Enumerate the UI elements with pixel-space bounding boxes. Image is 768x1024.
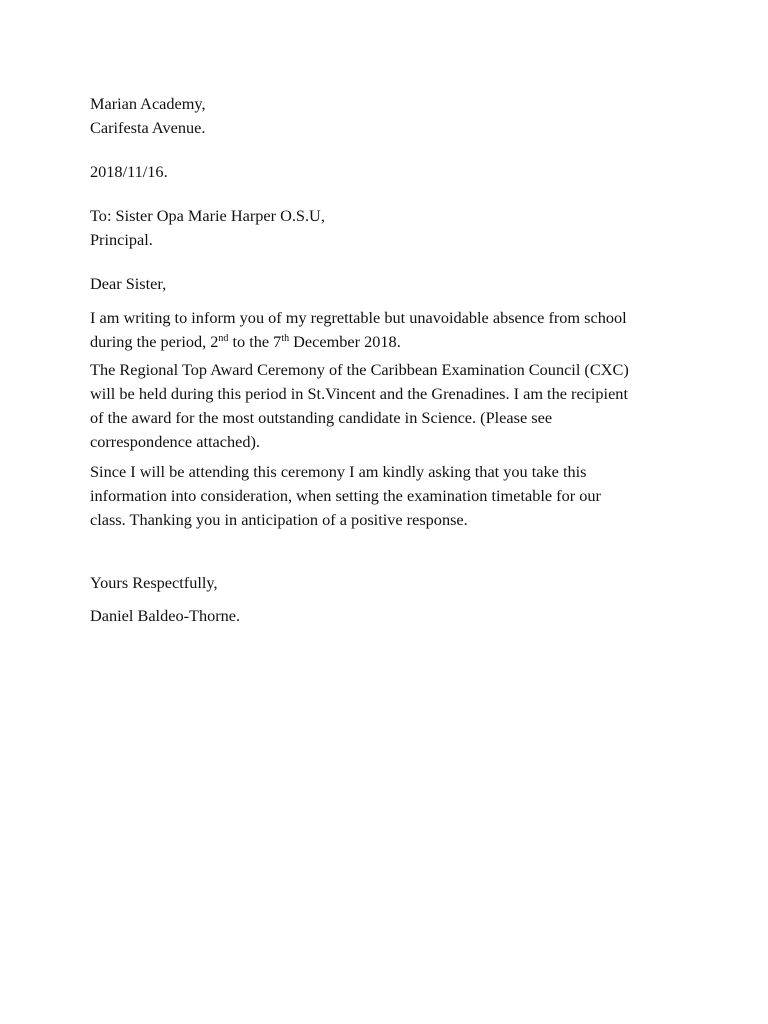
text-run: December 2018. (289, 332, 401, 351)
superscript: th (281, 333, 290, 344)
recipient-title: Principal. (90, 230, 153, 249)
paragraph-line: will be held during this period in St.Vincent and the Grenadines. I am the recipient (90, 384, 628, 403)
text-run: during the period, 2 (90, 332, 219, 351)
paragraph-line: Since I will be attending this ceremony I am kindly asking that you take this (90, 462, 587, 481)
signature: Daniel Baldeo-Thorne. (90, 606, 241, 625)
paragraph-line: class. Thanking you in anticipation of a positive response. (90, 510, 468, 529)
paragraph-line (90, 330, 690, 354)
sender-name: Marian Academy, (90, 94, 206, 113)
paragraph-1 (90, 306, 690, 354)
paragraph-line: information into consideration, when setting the examination timetable for our (90, 486, 601, 505)
recipient-block (90, 204, 690, 252)
text-run: to the 7 (228, 332, 282, 351)
salutation: Dear Sister, (90, 274, 167, 293)
paragraph-line: I am writing to inform you of my regrettable but unavoidable absence from school (90, 308, 627, 327)
sender-address: Carifesta Avenue. (90, 118, 206, 137)
paragraph-line: correspondence attached). (90, 432, 260, 451)
paragraph-line: of the award for the most outstanding candidate in Science. (Please see (90, 408, 553, 427)
letter-date: 2018/11/16. (90, 162, 168, 181)
paragraph-line: The Regional Top Award Ceremony of the Caribbean Examination Council (CXC) (90, 360, 629, 379)
signature-block (90, 604, 690, 628)
superscript: nd (218, 333, 229, 344)
recipient-line: To: Sister Opa Marie Harper O.S.U, (90, 206, 325, 225)
paragraph-3 (90, 460, 690, 532)
closing: Yours Respectfully, (90, 573, 218, 592)
sender-block (90, 92, 690, 140)
closing-block (90, 571, 690, 595)
paragraph-2 (90, 358, 690, 454)
date-block (90, 160, 690, 184)
salutation-block (90, 272, 690, 296)
